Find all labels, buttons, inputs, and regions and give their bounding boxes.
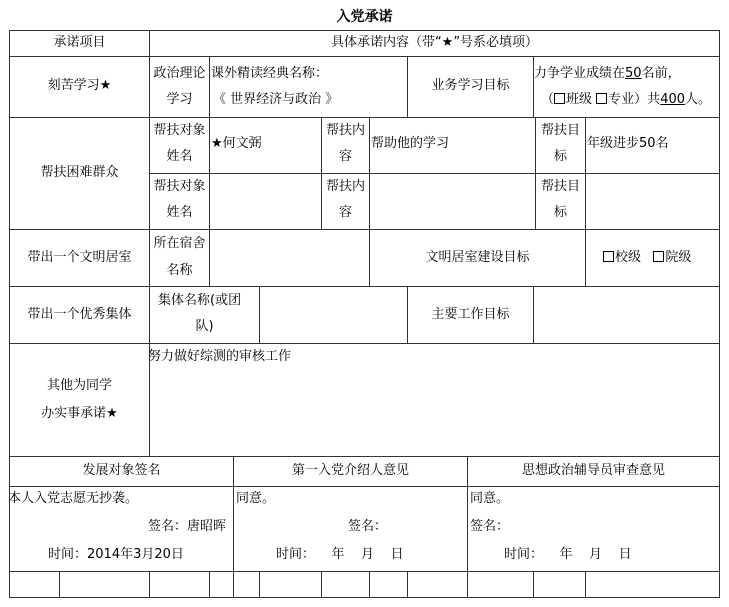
row-divider: [9, 229, 720, 230]
college-level-checkbox[interactable]: [653, 251, 664, 262]
cell-divider: [321, 571, 322, 598]
dorm-goal-options: 校级 院级: [603, 246, 691, 270]
cell-divider: [149, 571, 150, 598]
introducer-time: 时间： 年 月 日: [276, 547, 404, 562]
row-divider: [9, 56, 720, 57]
row-divider: [9, 456, 720, 457]
cell-divider: [369, 571, 370, 598]
cell-divider: [369, 117, 370, 230]
help-content-label-line1: 帮扶内: [325, 179, 365, 194]
cell-divider: [533, 571, 534, 598]
cell-divider: [259, 286, 260, 344]
target-name-value[interactable]: ★何文弼: [211, 136, 262, 151]
help-goal-label-line1: 帮扶目: [540, 123, 580, 138]
cell-divider: [209, 56, 210, 118]
dorm-name-label-line1: 所在宿舍: [153, 236, 206, 251]
counselor-time: 时间： 年 月 日: [504, 547, 632, 562]
counselor-signature-label: 签名：: [470, 519, 510, 534]
help-goal-label-line2: 标: [553, 205, 567, 220]
dorm-name-label-line2: 名称: [166, 263, 193, 278]
candidate-time-value[interactable]: 2014年3月20日: [87, 547, 184, 562]
help-goal-value[interactable]: 年级进步50名: [587, 136, 669, 151]
help-goal-label-line2: 标: [553, 149, 567, 164]
help-content-label-line1: 帮扶内: [325, 123, 365, 138]
header-item: 承诺项目: [53, 35, 106, 50]
row-divider: [149, 173, 720, 174]
group-goal-label: 主要工作目标: [431, 307, 510, 322]
reading-value[interactable]: 《 世界经济与政治 》: [213, 92, 339, 107]
other-label-line1: 其他为同学: [46, 378, 112, 393]
group-label: 带出一个优秀集体: [27, 307, 132, 322]
candidate-statement: 本人入党志愿无抄袭。: [8, 491, 139, 506]
cell-divider: [209, 229, 210, 287]
sign-header-counselor: 思想政治辅导员审查意见: [521, 463, 665, 478]
cell-divider: [585, 229, 586, 287]
header-content: 具体承诺内容（带“★”号系必填项）: [330, 35, 539, 50]
study-goal-line2: （ 班级 专业）共400人。: [541, 92, 712, 107]
goal-total-value[interactable]: 400: [660, 92, 686, 107]
cell-divider: [467, 571, 468, 598]
dorm-label: 带出一个文明居室: [27, 250, 132, 265]
help-goal-label-line1: 帮扶目: [540, 179, 580, 194]
row-divider: [9, 343, 720, 344]
cell-divider: [233, 571, 234, 598]
row-divider: [9, 571, 720, 572]
table-border-right: [719, 30, 720, 598]
group-name-label-line1: 集体名称(或团: [158, 293, 242, 308]
candidate-time: 时间：2014年3月20日: [48, 547, 184, 562]
other-content-value[interactable]: 努力做好综测的审核工作: [148, 349, 292, 364]
introducer-signature-label: 签名：: [348, 519, 388, 534]
sign-header-candidate: 发展对象签名: [82, 463, 161, 478]
group-name-label-line2: 队): [195, 319, 214, 334]
target-name-label-line1: 帮扶对象: [153, 123, 206, 138]
help-content-value[interactable]: 帮助他的学习: [371, 136, 450, 151]
other-label-line2: 办实事承诺★: [41, 406, 118, 421]
cell-divider: [209, 571, 210, 598]
help-content-label-line2: 容: [338, 149, 352, 164]
cell-divider: [585, 117, 586, 230]
target-name-label-line1: 帮扶对象: [153, 179, 206, 194]
help-content-label-line2: 容: [338, 205, 352, 220]
dorm-goal-label: 文明居室建设目标: [425, 250, 530, 265]
sign-header-introducer: 第一入党介绍人意见: [291, 463, 409, 478]
study-label: 刻苦学习★: [47, 78, 112, 93]
target-name-label-line2: 姓名: [166, 149, 193, 164]
study-goal-line1: 力争学业成绩在50名前，: [534, 66, 681, 81]
candidate-signature-name[interactable]: 唐昭晖: [187, 519, 227, 534]
cell-divider: [259, 571, 260, 598]
row-divider: [9, 117, 720, 118]
page-title: 入党承诺: [336, 9, 393, 25]
help-label: 帮扶困难群众: [40, 165, 119, 180]
study-goal-label: 业务学习目标: [431, 78, 510, 93]
row-divider: [9, 286, 720, 287]
cell-divider: [585, 571, 586, 598]
cell-divider: [59, 571, 60, 598]
politics-label-line2: 学习: [166, 92, 193, 107]
major-checkbox[interactable]: [596, 93, 607, 104]
candidate-signature: 签名：唐昭晖: [148, 519, 227, 534]
counselor-opinion[interactable]: 同意。: [470, 491, 510, 506]
cell-divider: [533, 286, 534, 344]
table-border-bottom: [9, 597, 720, 598]
cell-divider: [407, 571, 408, 598]
school-level-checkbox[interactable]: [603, 251, 614, 262]
introducer-opinion[interactable]: 同意。: [236, 491, 276, 506]
class-checkbox[interactable]: [554, 93, 565, 104]
goal-rank-value[interactable]: 50: [625, 66, 642, 81]
reading-label: 课外精读经典名称：: [211, 66, 329, 81]
target-name-label-line2: 姓名: [166, 205, 193, 220]
politics-label-line1: 政治理论: [153, 66, 206, 81]
cell-divider: [209, 117, 210, 230]
